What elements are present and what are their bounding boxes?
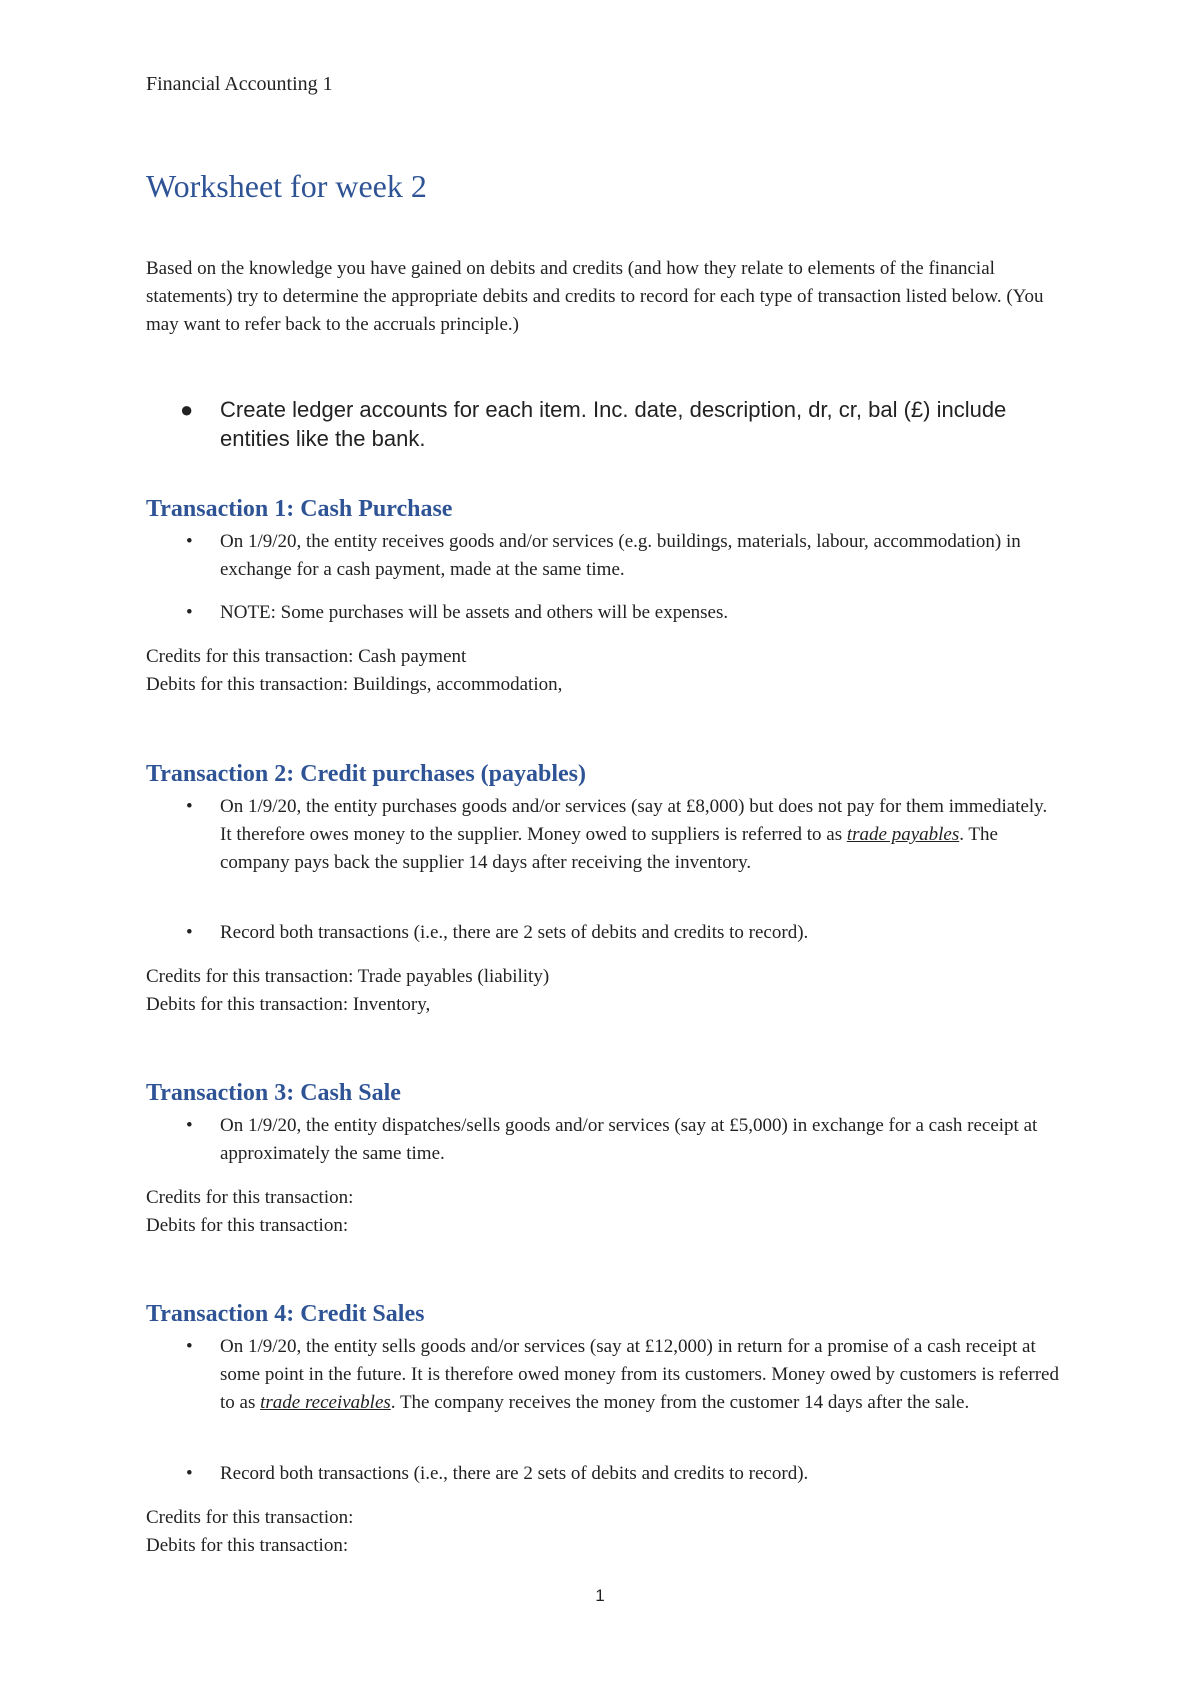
- bullet-dot-icon: •: [186, 1336, 193, 1357]
- transaction-1-bullet-2: • NOTE: Some purchases will be assets and others will be expenses.: [180, 599, 1060, 627]
- transaction-4-heading: Transaction 4: Credit Sales: [146, 1301, 425, 1327]
- transaction-1-bullet-1: • On 1/9/20, the entity receives goods and/or services (e.g. buildings, materials, labour, accommodation) in exchange for a cash payment, made at the same time.: [180, 528, 1060, 584]
- transaction-3-bullet-1: • On 1/9/20, the entity dispatches/sells goods and/or services (say at £5,000) in exchange for a cash receipt at approximately the same time.: [180, 1112, 1060, 1168]
- transaction-2-bullet-1: • On 1/9/20, the entity purchases goods and/or services (say at £8,000) but does not pay for them immediately. It therefore owes money to the supplier. Money owed to suppliers is referred to as trade payables. The company pays back the supplier 14 days after receiving the inventory.: [180, 793, 1060, 877]
- page-title: Worksheet for week 2: [146, 168, 427, 204]
- bullet-dot-icon: •: [186, 1463, 193, 1484]
- bullet-dot-icon: ●: [180, 397, 194, 422]
- transaction-2-heading: Transaction 2: Credit purchases (payables): [146, 761, 587, 787]
- transaction-1-debits: Debits for this transaction: Buildings, accommodation,: [146, 674, 563, 695]
- transaction-4-bullet-1: • On 1/9/20, the entity sells goods and/or services (say at £12,000) in return for a promise of a cash receipt at some point in the future. It is therefore owed money from its customers. Money owed by customers is referred to as trade receivables. The company receives the money from the customer 14 days after the sale.: [180, 1333, 1060, 1417]
- transaction-4-bullet-2: • Record both transactions (i.e., there are 2 sets of debits and credits to record).: [180, 1460, 1060, 1488]
- trade-receivables-term: trade receivables: [260, 1392, 391, 1413]
- transaction-3-credits: Credits for this transaction:: [146, 1187, 354, 1208]
- transaction-2-bullet-2: • Record both transactions (i.e., there are 2 sets of debits and credits to record).: [180, 919, 1060, 947]
- main-instruction-bullet: [180, 395, 1060, 453]
- bullet-dot-icon: •: [186, 1115, 193, 1136]
- bullet-dot-icon: •: [186, 922, 193, 943]
- running-header: Financial Accounting 1: [146, 73, 333, 95]
- transaction-3-heading: Transaction 3: Cash Sale: [146, 1080, 401, 1106]
- transaction-1-credits: Credits for this transaction: Cash payment: [146, 646, 467, 667]
- transaction-3-debits: Debits for this transaction:: [146, 1215, 349, 1236]
- transaction-2-debits: Debits for this transaction: Inventory,: [146, 994, 431, 1015]
- transaction-1-heading: Transaction 1: Cash Purchase: [146, 496, 453, 522]
- transaction-4-credits: Credits for this transaction:: [146, 1507, 354, 1528]
- bullet-dot-icon: •: [186, 531, 193, 552]
- transaction-4-debits: Debits for this transaction:: [146, 1535, 349, 1556]
- intro-paragraph: Based on the knowledge you have gained on debits and credits (and how they relate to elements of the financial statements) try to determine the appropriate debits and credits to record for each type of transaction listed below. (You may want to refer back to the accruals principle.): [146, 258, 1044, 335]
- transaction-2-credits: Credits for this transaction: Trade payables (liability): [146, 966, 550, 987]
- bullet-dot-icon: •: [186, 602, 193, 623]
- main-instruction-text: Create ledger accounts for each item. Inc. date, description, dr, cr, bal (£) include entities like the bank.: [220, 397, 1007, 451]
- bullet-dot-icon: •: [186, 796, 193, 817]
- trade-payables-term: trade payables: [846, 824, 960, 845]
- page-number: 1: [595, 1586, 605, 1605]
